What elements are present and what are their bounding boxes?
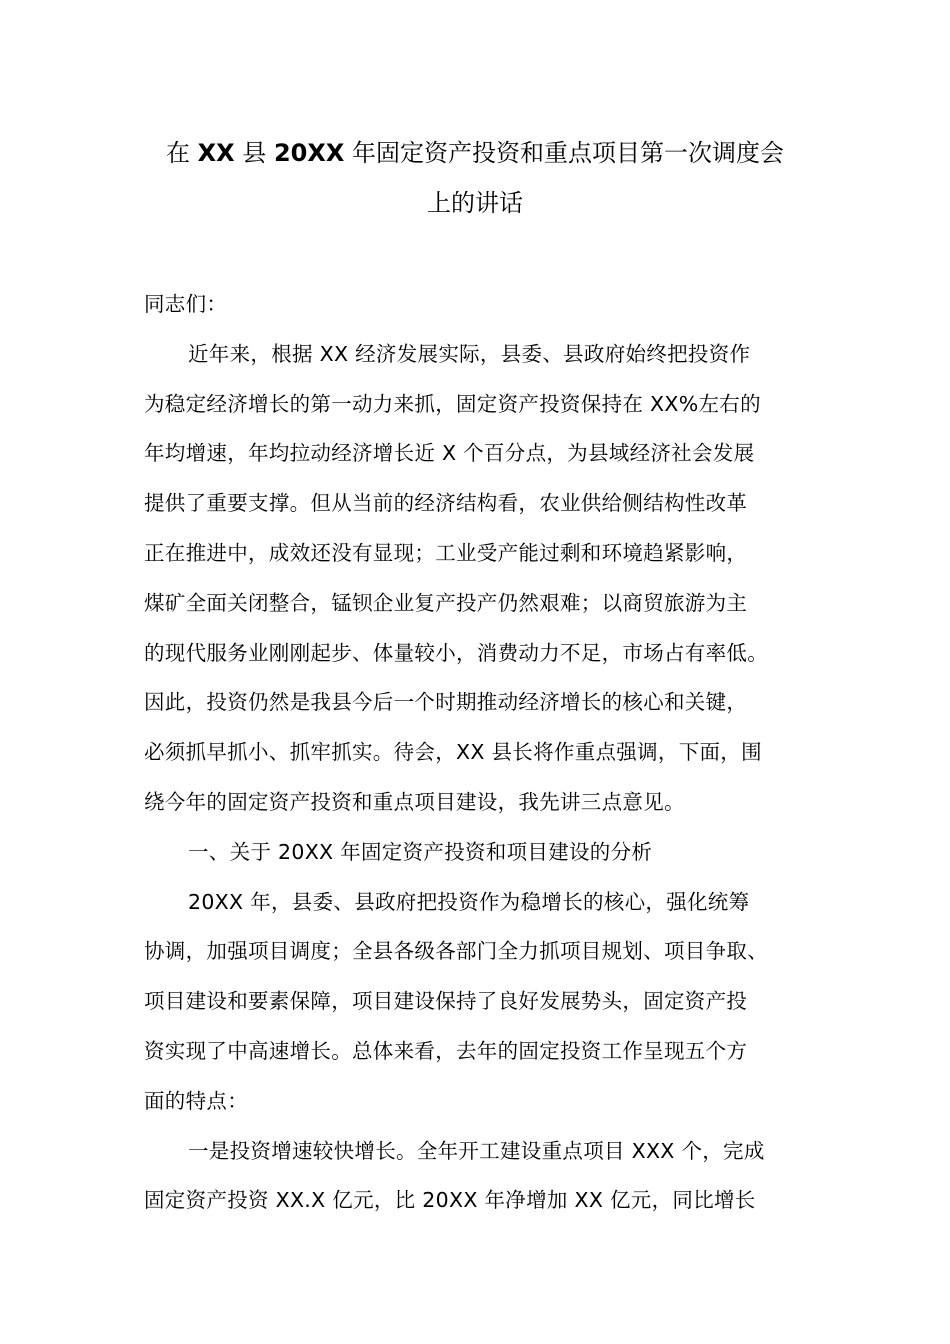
title-bold-text: XX [197, 139, 235, 167]
title-text: 县 [234, 139, 274, 167]
title-text: 在 [166, 139, 198, 167]
body-text-line: 资实现了中高速增长。总体来看，去年的固定投资工作呈现五个方 [144, 1038, 748, 1063]
body-text-line: 固定资产投资 XX.X 亿元，比 20XX 年净增加 XX 亿元，同比增长 [144, 1188, 756, 1213]
title-bold-text: 20XX [273, 139, 345, 167]
body-text-line: 近年来，根据 XX 经济发展实际，县委、县政府始终把投资作 [188, 341, 751, 366]
body-text-line: 一是投资增速较快增长。全年开工建设重点项目 XXX 个，完成 [188, 1138, 765, 1163]
body-text-line: 提供了重要支撑。但从当前的经济结构看，农业供给侧结构性改革 [144, 491, 748, 516]
body-text-line: 煤矿全面关闭整合，锰钡企业复产投产仍然艰难；以商贸旅游为主 [144, 590, 748, 615]
body-text-line: 必须抓早抓小、抓牢抓实。待会，XX 县长将作重点强调，下面，围 [144, 740, 762, 765]
body-text-line: 为稳定经济增长的第一动力来抓，固定资产投资保持在 XX%左右的 [144, 391, 761, 416]
body-text-line: 协调，加强项目调度；全县各级各部门全力抓项目规划、项目争取、 [144, 939, 768, 964]
body-text-line: 因此，投资仍然是我县今后一个时期推动经济增长的核心和关键， [144, 690, 748, 715]
title-line-1 [120, 128, 830, 178]
body-text-line: 正在推进中，成效还没有显现；工业受产能过剩和环境趋紧影响， [144, 540, 748, 565]
body-text-line: 同志们： [144, 292, 228, 316]
title-line-2: 上的讲话 [427, 189, 523, 217]
document-title [120, 128, 830, 228]
title-text: 年固定资产投资和重点项目第一次调度会 [344, 139, 784, 167]
document-body [144, 280, 824, 1226]
body-text-line: 绕今年的固定资产投资和重点项目建设，我先讲三点意见。 [144, 789, 685, 814]
body-text-line: 面的特点： [144, 1088, 248, 1113]
body-text-line: 20XX 年，县委、县政府把投资作为稳增长的核心，强化统筹 [188, 889, 750, 914]
body-text-line: 的现代服务业刚刚起步、体量较小，消费动力不足，市场占有率低。 [144, 640, 768, 665]
body-text-line: 年均增速，年均拉动经济增长近 X 个百分点，为县域经济社会发展 [144, 441, 755, 466]
body-text-line: 项目建设和要素保障，项目建设保持了良好发展势头，固定资产投 [144, 989, 748, 1014]
body-text-line: 一、关于 20XX 年固定资产投资和项目建设的分析 [188, 839, 653, 864]
